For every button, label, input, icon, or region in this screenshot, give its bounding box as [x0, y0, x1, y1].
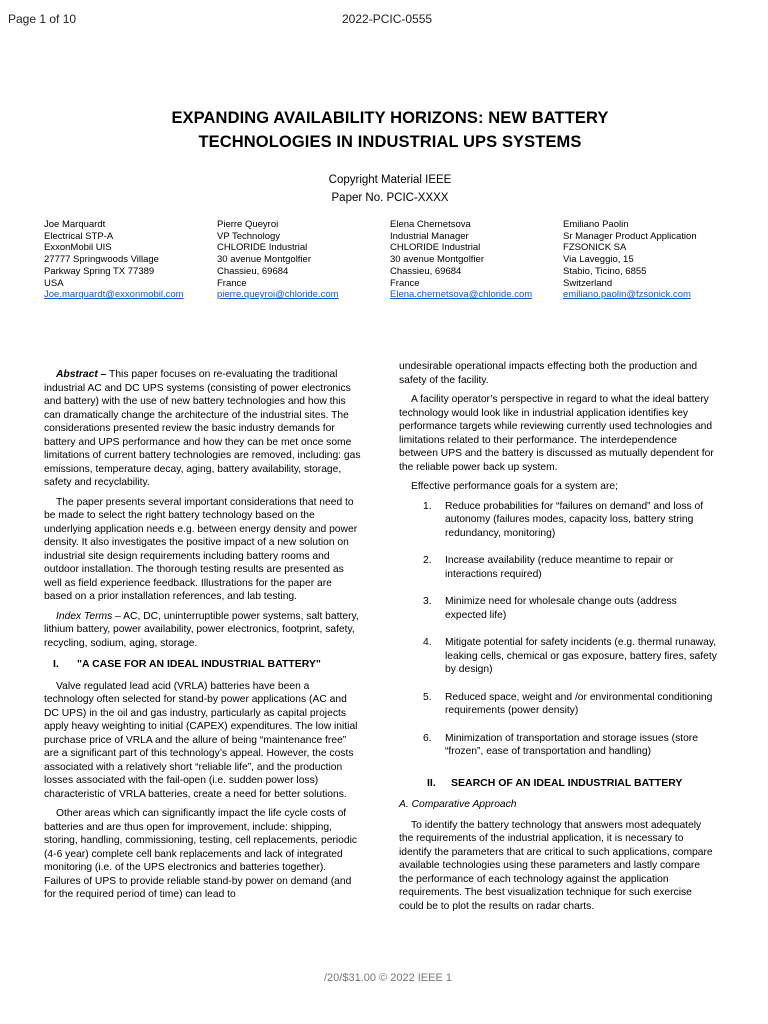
body-paragraph: undesirable operational impacts effecting both the production and safety of the facility.	[399, 361, 698, 386]
footer-copyright: /20/$31.00 © 2022 IEEE	[324, 972, 443, 984]
section-number: I.	[53, 658, 59, 670]
list-item	[399, 595, 717, 622]
author-org: FZSONICK SA	[563, 242, 627, 254]
author-org: CHLORIDE Industrial	[390, 242, 481, 254]
list-text: Increase availability (reduce meantime to repair or interactions required)	[445, 555, 674, 580]
list-item	[399, 500, 717, 541]
author-title: Sr Manager Product Application	[563, 230, 697, 242]
author-email-link[interactable]: pierre.queyroi@chloride.com	[217, 289, 339, 301]
list-text: Mitigate potential for safety incidents (e.g. thermal runaway, leaking cells, chemical or gas exposure, battery fires, safety by design)	[445, 637, 717, 675]
subsection-heading: A. Comparative Approach	[399, 799, 517, 810]
body-paragraph: The paper presents several important considerations that need to be made to select the right battery technology based on the underlying application needs e.g. between energy density and power density. It also investigates the positive impact of a new solution on industrial site design requirements including battery rooms and outdoor installation. The thorough testing results are presented as well as field experience feedback. Illustrations for the paper are based on a prior installation references, and lab testing.	[44, 496, 358, 602]
author-email-link[interactable]: emiliano.paolin@fzsonick.com	[563, 289, 691, 301]
section-title: SEARCH OF AN IDEAL INDUSTRIAL BATTERY	[451, 776, 683, 789]
author-address: Stabio, Ticino, 6855	[563, 265, 647, 277]
author-address: Via Laveggio, 15	[563, 254, 634, 266]
list-number: 2.	[423, 555, 432, 566]
author-name: Elena Chernetsova	[390, 219, 471, 230]
author-address: 30 avenue Montgolfier	[390, 254, 485, 266]
copyright-block	[0, 171, 768, 207]
list-text: Minimize need for wholesale change outs (address expected life)	[445, 596, 677, 621]
author-country: France	[217, 277, 247, 289]
author-country: Switzerland	[563, 277, 613, 289]
author-name: Pierre Queyroi	[217, 219, 279, 230]
index-terms-paragraph	[44, 610, 362, 651]
title-line: EXPANDING AVAILABILITY HORIZONS: NEW BATTERY	[171, 109, 609, 127]
list-number: 1.	[423, 500, 432, 512]
list-item	[399, 636, 717, 677]
section-heading	[399, 777, 717, 791]
author-block	[563, 219, 697, 301]
list-item	[399, 554, 717, 581]
author-email-link[interactable]: Elena.chernetsova@chloride.com	[390, 289, 533, 301]
right-column	[399, 360, 717, 919]
section-heading	[44, 658, 362, 672]
copyright-notice: Copyright Material IEEE	[328, 174, 452, 186]
author-org: CHLORIDE Industrial	[217, 242, 308, 254]
abstract-label: Abstract –	[56, 369, 107, 380]
title-line: TECHNOLOGIES IN INDUSTRIAL UPS SYSTEMS	[198, 133, 582, 151]
author-country: USA	[44, 277, 64, 289]
paper-number: Paper No. PCIC-XXXX	[331, 192, 449, 204]
index-terms-label: Index Terms –	[56, 610, 121, 622]
footer-page-number: 1	[445, 972, 452, 984]
list-item	[399, 691, 717, 718]
body-paragraph: A facility operator’s perspective in regard to what the ideal battery technology would look like in industrial application identifies key performance targets while reviewing currently used technologies and limitations related to their performance. The interdependence between UPS and the battery is discussed as mutually dependent for the reliable power back up system.	[399, 394, 714, 473]
section-title: "A CASE FOR AN IDEAL INDUSTRIAL BATTERY"	[77, 658, 321, 670]
author-block	[44, 219, 184, 301]
author-name: Joe Marquardt	[44, 219, 106, 230]
paper-title	[90, 106, 690, 154]
author-block	[217, 219, 339, 301]
author-block	[390, 219, 532, 301]
document-id: 2022-PCIC-0555	[342, 12, 433, 26]
author-title: Industrial Manager	[390, 230, 469, 242]
list-number: 4.	[423, 637, 432, 648]
list-text: Reduce probabilities for “failures on demand” and loss of autonomy (failures modes, capacity loss, battery string redundancy, monitoring)	[445, 500, 704, 539]
footer	[324, 972, 452, 984]
body-paragraph: Other areas which can significantly impact the life cycle costs of batteries and are thus open for improvement, include: shipping, storing, handling, commissioning, testing, cell replacements, periodic (4-6 year) complete cell bank replacements and lack of integrated monitoring (i.e. of the UPS electronics and batteries together). Failures of UPS to provide reliable stand-by power on demand (and for the required period of time) can lead to	[44, 808, 358, 900]
page-number: Page 1 of 10	[8, 12, 77, 26]
goals-list	[399, 500, 717, 759]
author-country: France	[390, 277, 420, 289]
author-address: Chassieu, 69684	[390, 265, 462, 277]
section-number: II.	[427, 776, 436, 789]
author-address: 30 avenue Montgolfier	[217, 254, 312, 266]
list-text: Minimization of transportation and storage issues (store “frozen”, ease of transportation and handling)	[445, 732, 698, 757]
body-paragraph: To identify the battery technology that answers most adequately the requirements of the industrial application, it is necessary to identify the parameters that are critical to such applications, compare available technologies using these parameters and lastly compare the performance of each technology against the application requirements. The best visualization technique for such exercise could be to plot the results on radar charts.	[399, 819, 713, 912]
author-name: Emiliano Paolin	[563, 219, 629, 230]
author-address: 27777 Springwoods Village	[44, 254, 159, 266]
body-paragraph: Valve regulated lead acid (VRLA) batteries have been a technology often selected for stand-by power applications (AC and DC UPS) in the oil and gas industry, particularly as capital projects apply heavy weighting to initial (CAPEX) expenditures. The low initial purchase price of VRLA and the allure of being “maintenance free” are a significant part of this technology’s appeal. However, the costs associated with a relatively short “reliable life”, and the production losses associated with the fail-open (i.e. sudden power loss) characteristic of VRLA batteries, create a need for better solutions.	[44, 680, 358, 800]
author-address: Parkway Spring TX 77389	[44, 265, 155, 277]
list-number: 6.	[423, 732, 432, 744]
list-number: 3.	[423, 596, 432, 607]
body-paragraph: Effective performance goals for a system are;	[411, 481, 618, 492]
author-title: VP Technology	[217, 230, 281, 242]
author-title: Electrical STP-A	[44, 230, 114, 242]
list-number: 5.	[423, 691, 432, 703]
author-address: Chassieu, 69684	[217, 265, 289, 277]
abstract-text: This paper focuses on re-evaluating the traditional industrial AC and DC UPS systems (consisting of power electronics and battery) with the use of new battery technologies and how this can dramatically change the architecture of the industrial sites. The considerations presented review the basic industry demands for battery and UPS performance and how they can be met once some limitations of current battery technologies are removed, including: gas emissions, temperature decay, aging, battery availability, storage, safety and recyclability.	[44, 369, 361, 488]
abstract-paragraph	[44, 368, 362, 490]
left-column	[44, 368, 362, 908]
list-item	[399, 732, 717, 759]
list-text: Reduced space, weight and /or environmental conditioning requirements (power density)	[445, 691, 713, 716]
author-org: ExxonMobil UIS	[44, 242, 112, 254]
index-terms-text: AC, DC, uninterruptible power systems, salt battery, lithium battery, power availability, power electronics, footprint, safety, recycling, sodium, aging, storage.	[44, 610, 359, 649]
author-email-link[interactable]: Joe.marquardt@exxonmobil.com	[44, 289, 184, 301]
